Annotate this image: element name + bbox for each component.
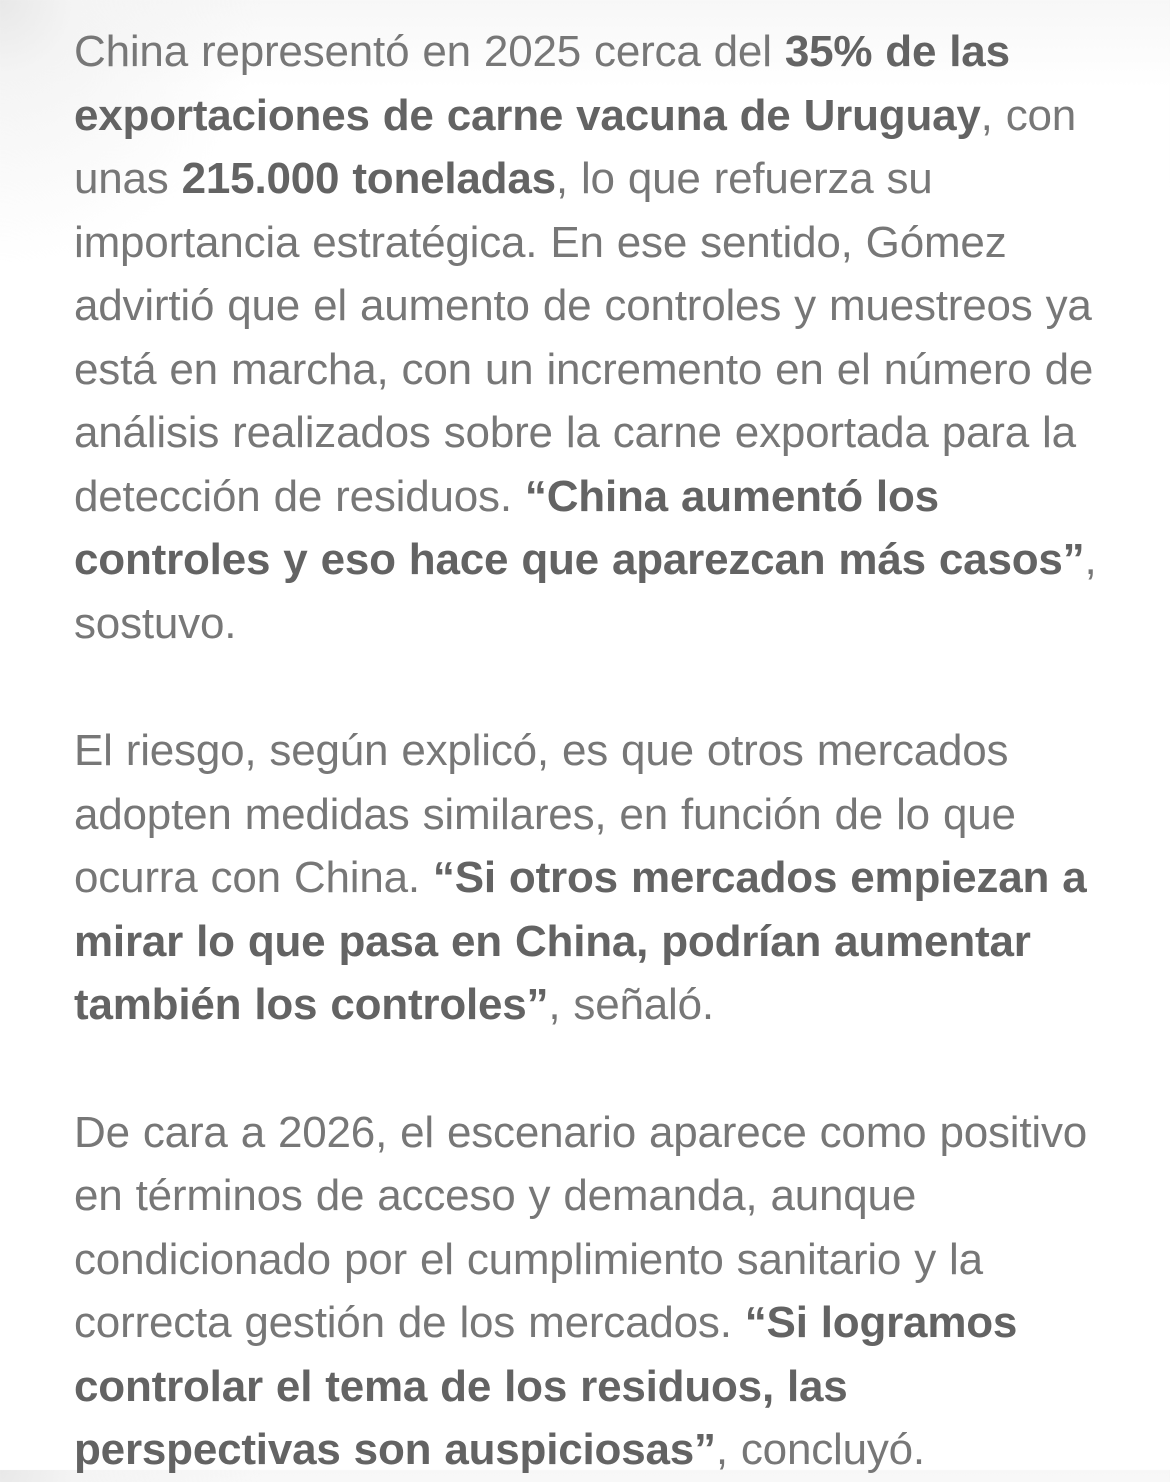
text-segment-bold: 35% de las exportaciones de carne vacuna de Uruguay (74, 27, 1010, 140)
text-segment: , concluyó. (715, 1425, 925, 1474)
text-segment-bold: “Si logramos controlar el tema de los residuos, las perspectivas son auspiciosas” (74, 1298, 1018, 1474)
text-segment: , con unas (74, 90, 1077, 203)
text-segment: De cara a 2026, el escenario aparece como positivo en términos de acceso y demanda, aunque condicionado por el cumplimiento sanitario y la correcta gestión de los mercados. (74, 1107, 1088, 1347)
text-segment-bold: “China aumentó los controles y eso hace que aparezcan más casos” (74, 471, 1085, 584)
text-segment: , señaló. (548, 980, 714, 1029)
text-segment: China representó en 2025 cerca del (74, 27, 785, 76)
text-segment-bold: 215.000 toneladas (181, 154, 556, 203)
text-segment: , sostuvo. (74, 535, 1097, 648)
paragraph-market-risk (74, 719, 1108, 1037)
paragraph-2026-outlook (74, 1101, 1108, 1482)
text-segment: , lo que refuerza su importancia estratégica. En ese sentido, Gómez advirtió que el aumento de controles y muestreos ya está en marcha, con un incremento en el número de análisis realizados sobre la carne exportada para la detección de residuos. (74, 154, 1094, 521)
paragraph-china-exports (74, 20, 1108, 655)
text-segment: El riesgo, según explicó, es que otros mercados adopten medidas similares, en función de lo que ocurra con China. (74, 726, 1016, 902)
text-segment-bold: “Si otros mercados empiezan a mirar lo que pasa en China, podrían aumentar también los controles” (74, 853, 1087, 1029)
